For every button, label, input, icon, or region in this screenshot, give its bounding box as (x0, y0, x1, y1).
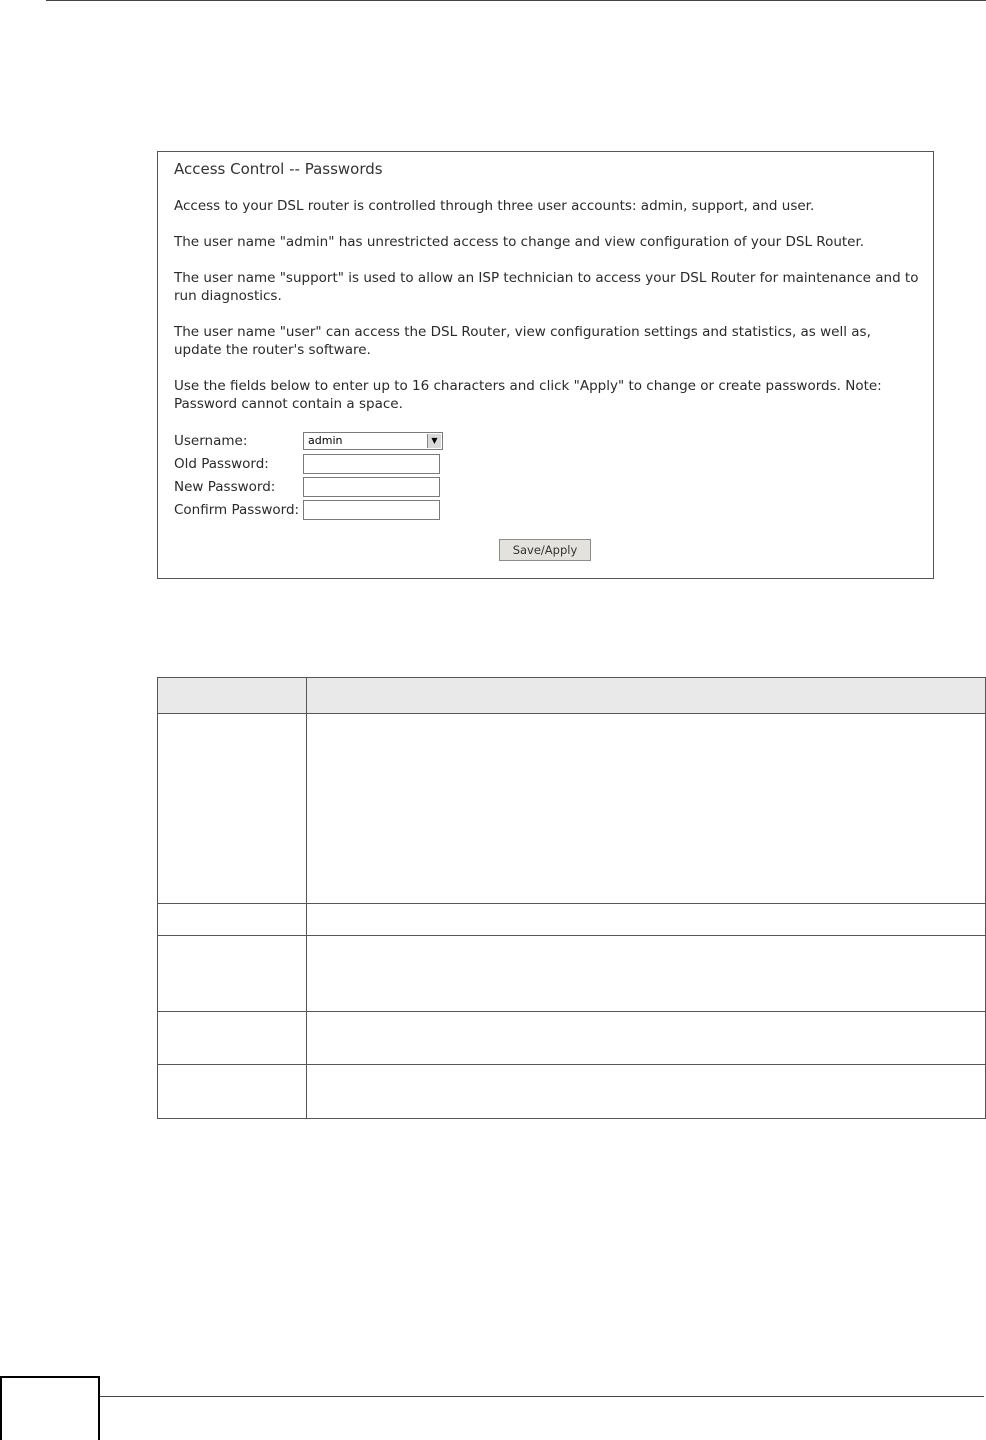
old-password-label: Old Password: (174, 456, 269, 472)
table-cell (307, 904, 986, 936)
table-row (158, 904, 986, 936)
table-row (158, 1065, 986, 1119)
intro-text: Access to your DSL router is controlled through three user accounts: admin, support, and user. (174, 198, 815, 214)
new-password-label: New Password: (174, 479, 276, 495)
table-cell (158, 714, 307, 904)
field-description-table (157, 677, 986, 1119)
password-instructions: Use the fields below to enter up to 16 characters and click "Apply" to change or create passwords. Note: Password cannot contain a space. (174, 378, 882, 412)
header-rule (46, 0, 986, 1)
table-cell (307, 1012, 986, 1065)
confirm-password-label: Confirm Password: (174, 502, 300, 518)
username-select[interactable] (303, 432, 443, 450)
footer-rule (100, 1396, 984, 1397)
admin-description: The user name "admin" has unrestricted access to change and view configuration of your DSL Router. (174, 234, 865, 250)
user-description: The user name "user" can access the DSL Router, view configuration settings and statistics, as well as, update the router's software. (174, 324, 871, 358)
chevron-down-icon[interactable]: ▼ (427, 434, 441, 448)
confirm-password-field[interactable] (303, 500, 440, 520)
table-cell (158, 904, 307, 936)
table-header-cell (307, 678, 986, 714)
table-cell (158, 936, 307, 1012)
table-row (158, 936, 986, 1012)
panel-title: Access Control -- Passwords (174, 160, 383, 178)
page-number-box (0, 1376, 100, 1440)
table-cell (307, 1065, 986, 1119)
table-cell (307, 714, 986, 904)
new-password-field[interactable] (303, 477, 440, 497)
table-cell (158, 1065, 307, 1119)
old-password-field[interactable] (303, 454, 440, 474)
table-header-row (158, 678, 986, 714)
save-apply-button[interactable]: Save/Apply (499, 539, 591, 561)
username-select-value: admin (308, 434, 343, 447)
table-row (158, 714, 986, 904)
access-control-panel (157, 151, 934, 579)
table-cell (158, 1012, 307, 1065)
table-row (158, 1012, 986, 1065)
table-cell (307, 936, 986, 1012)
username-label: Username: (174, 433, 248, 449)
table-header-cell (158, 678, 307, 714)
support-description: The user name "support" is used to allow an ISP technician to access your DSL Router for maintenance and to run diagnostics. (174, 270, 919, 304)
